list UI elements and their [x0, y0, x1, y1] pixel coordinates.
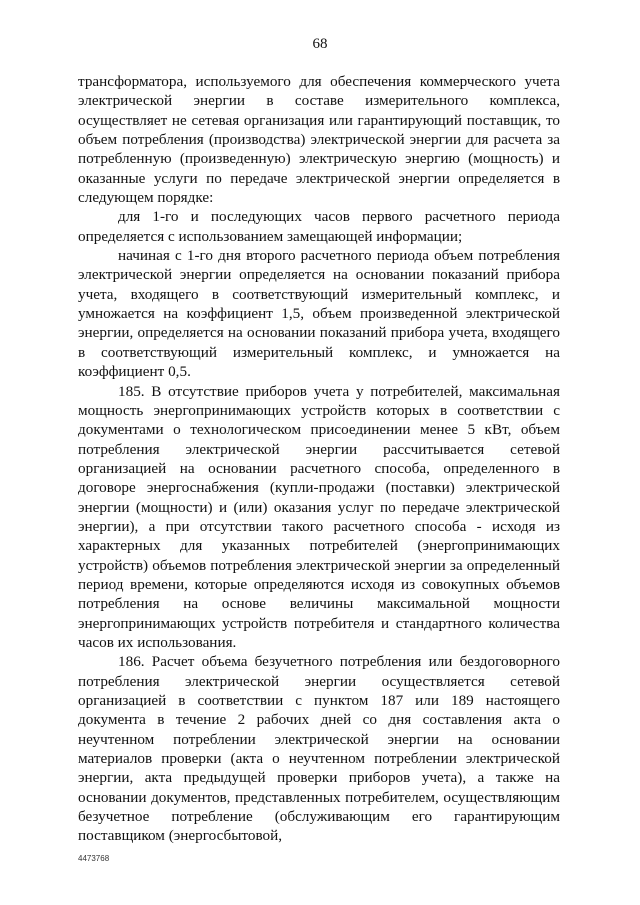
paragraph-continuation: трансформатора, используемого для обеспечения коммерческого учета электрической энергии в составе измерительного комплекса, осуществляет не сетевая организация или гарантирующий поставщик, то объем потребления (производства) электрической энергии для расчета за потребленную (произведенную) электрическую энергию (мощность) и оказанные услуги по передаче электрической энергии определяется в следующем порядке: — [78, 73, 560, 207]
page-number: 68 — [312, 36, 328, 52]
paragraph-second-period: начиная с 1-го дня второго расчетного периода объем потребления электрической энергии определяется на основании показаний прибора учета, входящего в соответствующий измерительный комплекс, и умножается на коэффициент 1,5, объем произведенной электрической энергии, определяется на основании показаний прибора учета, входящего в соответствующий измерительный комплекс, и умножается на коэффициент 0,5. — [78, 247, 560, 381]
document-body — [78, 72, 560, 846]
paragraph-first-period: для 1-го и последующих часов первого расчетного периода определяется с использованием замещающей информации; — [78, 208, 560, 245]
paragraph-186: 186. Расчет объема безучетного потребления или бездоговорного потребления электрической энергии осуществляется сетевой организацией в соответствии с пунктом 187 или 189 настоящего документа в течение 2 рабочих дней со дня составления акта о неучтенном потреблении электрической энергии на основании материалов проверки (акта о неучтенном потреблении электрической энергии, акта предыдущей проверки приборов учета), а также на основании документов, представленных потребителем, осуществляющим безучетное потребление (обслуживающим его гарантирующим поставщиком (энергосбытовой, — [78, 653, 560, 845]
paragraph-185: 185. В отсутствие приборов учета у потребителей, максимальная мощность энергопринимающих устройств которых в соответствии с документами о технологическом присоединении менее 5 кВт, объем потребления электрической энергии рассчитывается сетевой организацией на основании расчетного способа, определенного в договоре энергоснабжения (купли-продажи (поставки) электрической энергии (мощности) и (или) оказания услуг по передаче электрической энергии), а при отсутствии такого расчетного способа - исходя из характерных для указанных потребителей (энергопринимающих устройств) объемов потребления электрической энергии за определенный период времени, которые определяются исходя из совокупных объемов потребления на основе величины максимальной мощности энергопринимающих устройств потребителя и стандартного количества часов их использования. — [78, 382, 560, 651]
document-id: 4473768 — [78, 854, 110, 863]
